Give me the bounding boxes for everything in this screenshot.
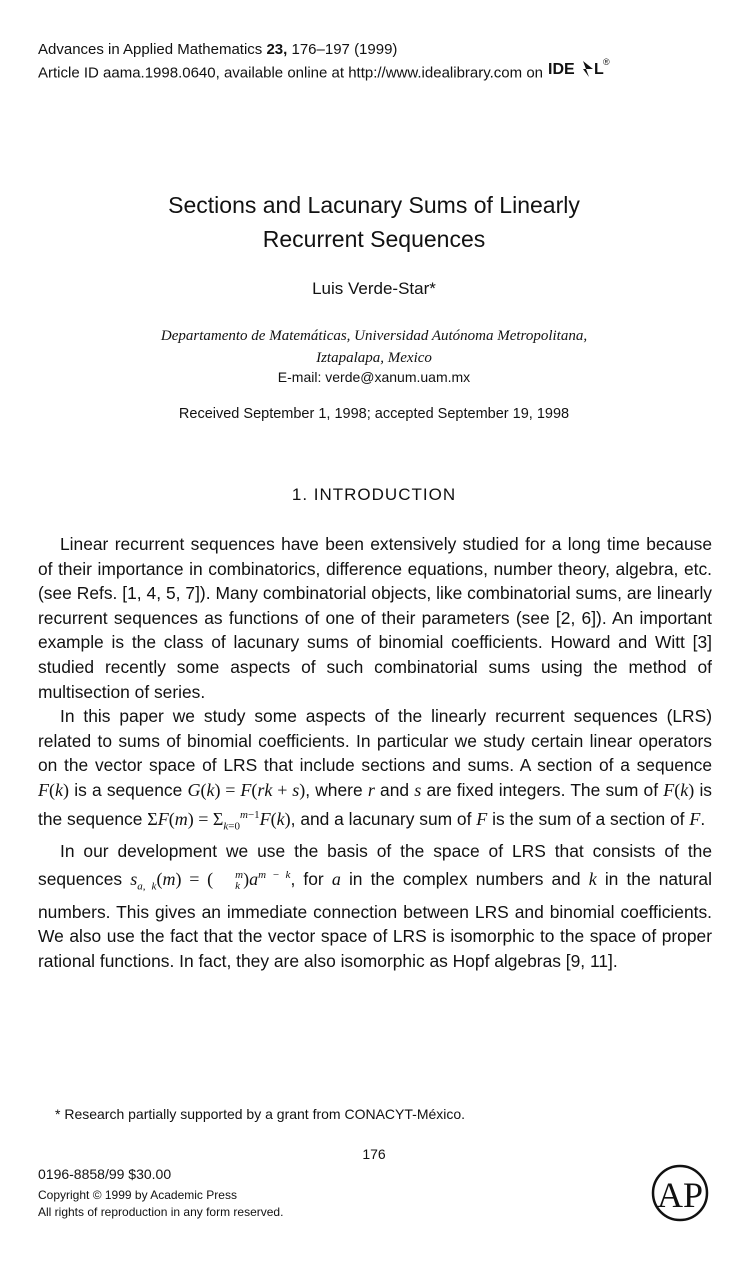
copyright-line-1: Copyright © 1999 by Academic Press xyxy=(38,1188,237,1202)
math-a: a xyxy=(331,869,341,890)
math-sum-F: Σ xyxy=(147,808,158,829)
paragraph-2: In this paper we study some aspects of the linearly recurrent sequences (LRS) related to sums of binomial coefficients. In particular we study certain linear operators on the vector space of LRS that include sections and sums. A section of a sequence F(k) is a sequence G(k) = F(rk + s), where r and s are fixed integers. The sum of F(k) is the sequence $\Sigma F(m) = \Sigma_{k=0}^{m-1}F(k)$, and a lacunary sum of F is the sum of a section of F. xyxy=(38,706,712,833)
math-r: r xyxy=(367,779,375,800)
ideal-logo xyxy=(547,57,611,86)
title-line-1: Sections and Lacunary Sums of Linearly xyxy=(168,192,580,218)
issn-price: 0196-8858/99 $30.00 xyxy=(38,1166,172,1182)
ideal-logo-text-right: L xyxy=(594,61,604,78)
ideal-logo-text-left: IDE xyxy=(548,61,575,78)
academic-press-logo xyxy=(650,1163,710,1223)
math-binomial: m k xyxy=(235,868,244,892)
affiliation-line-2: Iztapalapa, Mexico xyxy=(316,350,432,366)
math-G-k: G xyxy=(187,779,201,800)
ideal-logo-icon xyxy=(547,57,611,79)
author-email: E-mail: verde@xanum.uam.mx xyxy=(277,369,471,385)
article-id-line: Article ID aama.1998.0640, available online at http://www.idealibrary.com on IDE L ® xyxy=(38,61,718,86)
affiliation xyxy=(0,325,748,369)
journal-volume: 23, xyxy=(266,41,288,58)
affiliation-line-1: Departamento de Matemáticas, Universidad Autónoma Metropolitana, xyxy=(160,328,588,344)
logo-letters: AP xyxy=(656,1175,704,1215)
academic-press-logo-icon xyxy=(650,1163,710,1223)
paper-title xyxy=(0,188,748,256)
received-dates: Received September 1, 1998; accepted September 19, 1998 xyxy=(178,406,570,422)
author-name: Luis Verde-Star* xyxy=(312,279,436,298)
page-number: 176 xyxy=(362,1146,386,1162)
title-line-2: Recurrent Sequences xyxy=(262,226,486,252)
copyright-line-2: All rights of reproduction in any form reserved. xyxy=(38,1205,284,1219)
math-s-ak: $s_{a, k}$ xyxy=(130,869,157,893)
footnote: * Research partially supported by a grant from CONACYT-México. xyxy=(55,1106,466,1122)
journal-citation: Advances in Applied Mathematics 23, 176–197 (1999) xyxy=(38,41,398,58)
body-text xyxy=(38,532,712,973)
math-F-k: F xyxy=(38,779,49,800)
journal-header xyxy=(38,38,718,86)
copyright-notice xyxy=(38,1187,283,1221)
math-s: s xyxy=(414,779,422,800)
section-heading: 1. INTRODUCTION xyxy=(291,485,457,504)
registered-mark: ® xyxy=(603,57,610,67)
journal-pages-year: 176–197 (1999) xyxy=(291,41,398,58)
paragraph-3: In our development we use the basis of the space of LRS that consists of the sequences $s_{a, k}(m)$ = ( m k )$a^{m - k}$, for a in the complex numbers and k in the natural numbers. This gives an immediate connection between LRS and binomial coefficients. We also use the fact that the vector space of LRS is isomorphic to the space of proper rational functions. In fact, they are also isomorphic as Hopf algebras [9, 11]. xyxy=(38,840,712,971)
math-k: k xyxy=(588,869,597,890)
ideal-logo-mark xyxy=(583,61,593,77)
paragraph-1: Linear recurrent sequences have been extensively studied for a long time because of their importance in combinatorics, difference equations, number theory, algebra, etc. (see Refs. [1, 4, 5, 7]). Many combinatorial objects, like combinatorial sums, are linearly recurrent sequences as functions of one of their parameters (see [2, 6]). An important example is the class of lacunary sums of binomial coefficients. Howard and Witt [3] studied recently some aspects of such combinatorial sums using the method of multisection of series. xyxy=(38,534,712,702)
